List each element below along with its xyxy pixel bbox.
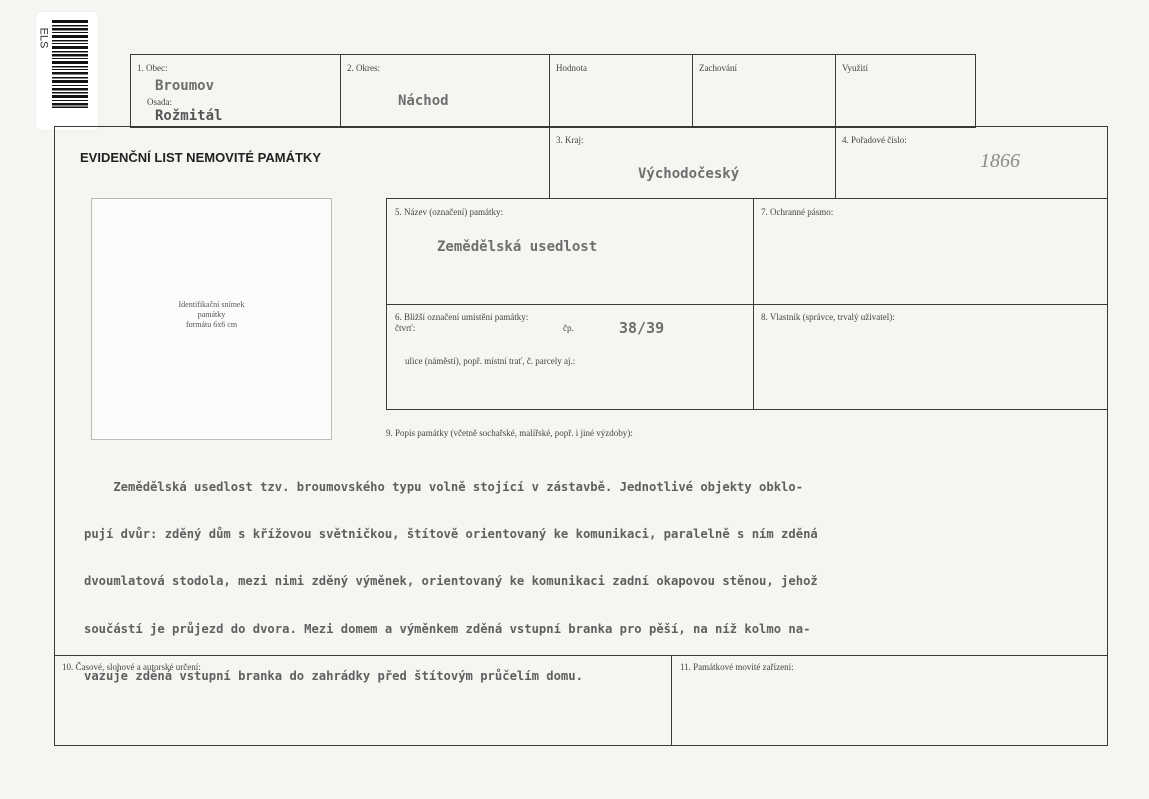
- barcode-sticker: [36, 12, 98, 130]
- casove-label: 10. Časové, slohové a autorské určení:: [62, 662, 201, 672]
- blizsi-label: 6. Bližší označení umístění památky:: [395, 312, 529, 322]
- popis-line: dvoumlatová stodola, mezi nimi zděný výměnek, orientovaný ke komunikaci zadní okapovou stěnou, jehož: [84, 574, 818, 589]
- popis-label: 9. Popis památky (včetně sochařské, malířské, popř. i jiné výzdoby):: [386, 428, 633, 438]
- photo-caption-line: památky: [197, 310, 226, 319]
- cp-value: 38/39: [619, 319, 665, 337]
- nazev-value: Zemědělská usedlost: [437, 239, 598, 255]
- field-blizsi-oznaceni: [386, 304, 754, 410]
- osada-value: Rožmitál: [155, 108, 223, 124]
- barcode-icon: [52, 20, 88, 108]
- field-vyuziti: [835, 54, 976, 128]
- photo-placeholder: [91, 198, 332, 440]
- obec-value: Broumov: [155, 78, 215, 94]
- field-okres: [340, 54, 550, 128]
- movite-label: 11. Památkové movité zařízení:: [680, 662, 794, 672]
- field-obec: [130, 54, 341, 128]
- zachovani-label: Zachování: [699, 63, 737, 73]
- popis-line: vazuje zděná vstupní branka do zahrádky před štítovým průčelím domu.: [84, 669, 583, 684]
- poradove-label: 4. Pořadové číslo:: [842, 135, 907, 145]
- field-kraj: [549, 126, 836, 199]
- field-zachovani: [692, 54, 836, 128]
- field-movite-zarizeni: [671, 655, 1108, 746]
- ctvrt-label: čtvrť:: [395, 323, 416, 333]
- photo-caption-line: formátu 6x6 cm: [185, 320, 238, 329]
- field-nazev: [386, 198, 754, 305]
- kraj-value: Východočeský: [638, 166, 740, 182]
- obec-label: 1. Obec:: [137, 63, 168, 73]
- popis-line: pují dvůr: zděný dům s křížovou světničkou, štítově orientovaný ke komunikaci, paralelně s ním zděná: [84, 526, 818, 541]
- popis-line: součástí je průjezd do dvora. Mezi domem a výměnkem zděná vstupní branka pro pěší, na níž kolmo na-: [84, 621, 811, 636]
- popis-line: Zemědělská usedlost tzv. broumovského typu volně stojící v zástavbě. Jednotlivé objekty obklo-: [84, 479, 804, 494]
- field-poradove-cislo: [835, 126, 1108, 199]
- osada-label: Osada:: [147, 97, 172, 107]
- vyuziti-label: Využití: [842, 63, 868, 73]
- kraj-label: 3. Kraj:: [556, 135, 584, 145]
- photo-caption-line: Identifikační snímek: [178, 300, 245, 309]
- field-vlastnik: [753, 304, 1108, 410]
- vlastnik-label: 8. Vlastník (správce, trvalý uživatel):: [761, 312, 895, 322]
- nazev-label: 5. Název (označení) památky:: [395, 207, 503, 217]
- field-hodnota: [549, 54, 693, 128]
- okres-label: 2. Okres:: [347, 63, 380, 73]
- cp-label: čp.: [563, 323, 574, 333]
- field-casove-urceni: [54, 655, 672, 746]
- field-ochranne-pasmo: [753, 198, 1108, 305]
- ulice-label: ulice (náměstí), popř. místní trať, č. parcely aj.:: [405, 356, 576, 366]
- sticker-code: ELS: [37, 27, 50, 49]
- poradove-value: 1866: [980, 150, 1020, 172]
- form-title: EVIDENČNÍ LIST NEMOVITÉ PAMÁTKY: [80, 150, 321, 165]
- hodnota-label: Hodnota: [556, 63, 587, 73]
- okres-value: Náchod: [398, 93, 449, 109]
- ochranne-label: 7. Ochranné pásmo:: [761, 207, 834, 217]
